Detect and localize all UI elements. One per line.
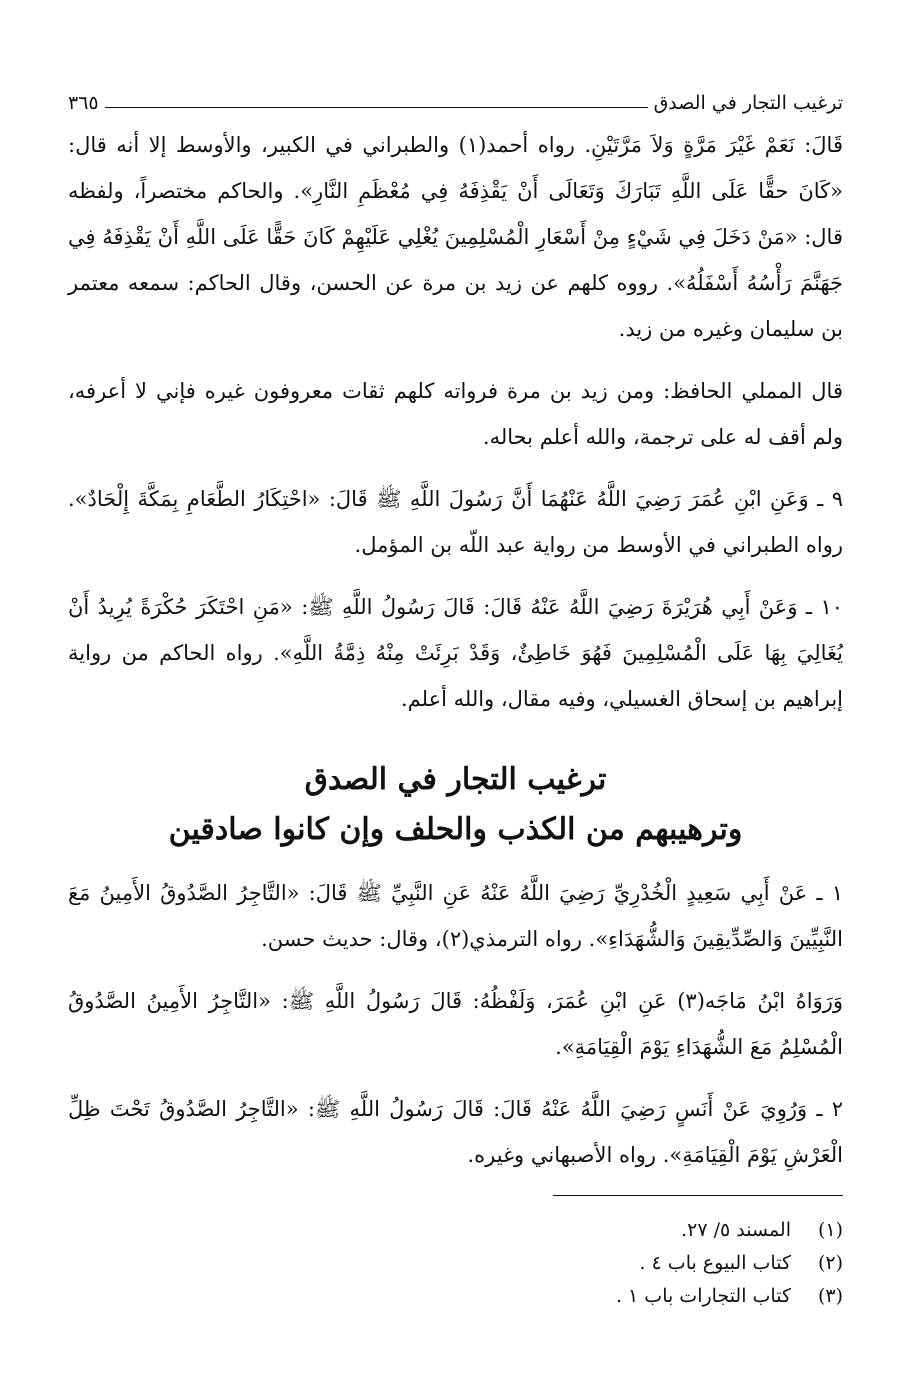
- footnote-text: كتاب البيوع باب ٤ .: [639, 1252, 791, 1274]
- footnote-text: المسند ٥/ ٢٧.: [681, 1219, 791, 1241]
- header-rule: [105, 107, 648, 108]
- section-title: ترغيب التجار في الصدق: [304, 762, 607, 797]
- footnotes: [68, 1214, 843, 1313]
- section-text-block: [68, 870, 843, 1178]
- top-text-block: [68, 122, 843, 722]
- hadith-paragraph: ١ ـ عَنْ أَبِي سَعِيدٍ الْخُدْرِيِّ رَضِيَ اللَّهُ عَنْهُ عَنِ النَّبِيِّ ﷺ قَالَ: «التَّاجِرُ الصَّدُوقُ الأَمِينُ مَعَ النَّبِيِّينَ وَالصِّدِّيقِينَ وَالشُّهَدَاءِ». رواه الترمذي(٢)، وقال: حديث حسن.: [68, 881, 843, 951]
- footnote-rule: [553, 1195, 843, 1196]
- page-number: ٣٦٥: [68, 92, 99, 114]
- footnote-number: (٢): [817, 1252, 843, 1274]
- running-header: [68, 86, 843, 114]
- paragraph: قال المملي الحافظ: ومن زيد بن مرة فرواته كلهم ثقات معروفون غيره فإني لا أعرفه، ولم أقف له على ترجمة، والله أعلم بحاله.: [68, 379, 843, 449]
- footnote: [68, 1214, 843, 1247]
- footnote: [68, 1247, 843, 1280]
- hadith-paragraph: ٢ ـ وَرُوِيَ عَنْ أَنَسٍ رَضِيَ اللَّهُ عَنْهُ قَالَ: قَالَ رَسُولُ اللَّهِ ﷺ: «التَّاجِرُ الصَّدُوقُ تَحْتَ ظِلِّ الْعَرْشِ يَوْمَ الْقِيَامَةِ». رواه الأصبهاني وغيره.: [68, 1097, 843, 1167]
- section-heading: [68, 755, 843, 855]
- running-header-title: ترغيب التجار في الصدق: [653, 92, 843, 114]
- section-subtitle: وترهيبهم من الكذب والحلف وإن كانوا صادقين: [168, 812, 743, 847]
- footnote-number: (٣): [817, 1285, 843, 1307]
- paragraph: قَالَ: نَعَمْ غَيْرَ مَرَّةٍ وَلاَ مَرَّتَيْنِ. رواه أحمد(١) والطبراني في الكبير، والأوسط إلا أنه قال: «كَانَ حقًّا عَلَى اللَّهِ تَبَارَكَ وَتَعَالَى أَنْ يَقْذِفَهُ فِي مُعْظَمِ النَّارِ». والحاكم مختصراً، ولفظه قال: «مَنْ دَخَلَ فِي شَيْءٍ مِنْ أَسْعَارِ الْمُسْلِمِينَ يُغْلِي عَلَيْهِمْ كَانَ حَقًّا عَلَى اللَّهِ أَنْ يَقْذِفَهُ فِي جَهَنَّمَ رَأْسُهُ أَسْفَلُهُ». رووه كلهم عن زيد بن مرة عن الحسن، وقال الحاكم: سمعه معتمر بن سليمان وغيره من زيد.: [67, 133, 843, 341]
- footnote-number: (١): [817, 1219, 843, 1241]
- paragraph: وَرَوَاهُ ابْنُ مَاجَه(٣) عَنِ ابْنِ عُمَرَ، وَلَفْظُهُ: قَالَ رَسُولُ اللَّهِ ﷺ: «التَّاجِرُ الأَمِينُ الصَّدُوقُ الْمُسْلِمُ مَعَ الشُّهَدَاءِ يَوْمَ الْقِيَامَةِ».: [68, 989, 843, 1059]
- hadith-paragraph: ١٠ ـ وَعَنْ أَبِي هُرَيْرَةَ رَضِيَ اللَّهُ عَنْهُ قَالَ: قَالَ رَسُولُ اللَّهِ ﷺ: «مَنِ احْتَكَرَ حُكْرَةً يُرِيدُ أَنْ يُغَالِيَ بِهَا عَلَى الْمُسْلِمِينَ فَهُوَ خَاطِئٌ، وَقَدْ بَرِئَتْ مِنْهُ ذِمَّةُ اللَّهِ». رواه الحاكم من رواية إبراهيم بن إسحاق الغسيلي، وفيه مقال، والله أعلم.: [68, 595, 843, 711]
- footnote-text: كتاب التجارات باب ١ .: [615, 1285, 791, 1307]
- hadith-paragraph: ٩ ـ وَعَنِ ابْنِ عُمَرَ رَضِيَ اللَّهُ عَنْهُمَا أَنَّ رَسُولَ اللَّهِ ﷺ قَالَ: «احْتِكَارُ الطَّعَامِ بِمَكَّةَ إِلْحَادٌ». رواه الطبراني في الأوسط من رواية عبد اللّه بن المؤمل.: [68, 487, 843, 557]
- footnote: [68, 1280, 843, 1313]
